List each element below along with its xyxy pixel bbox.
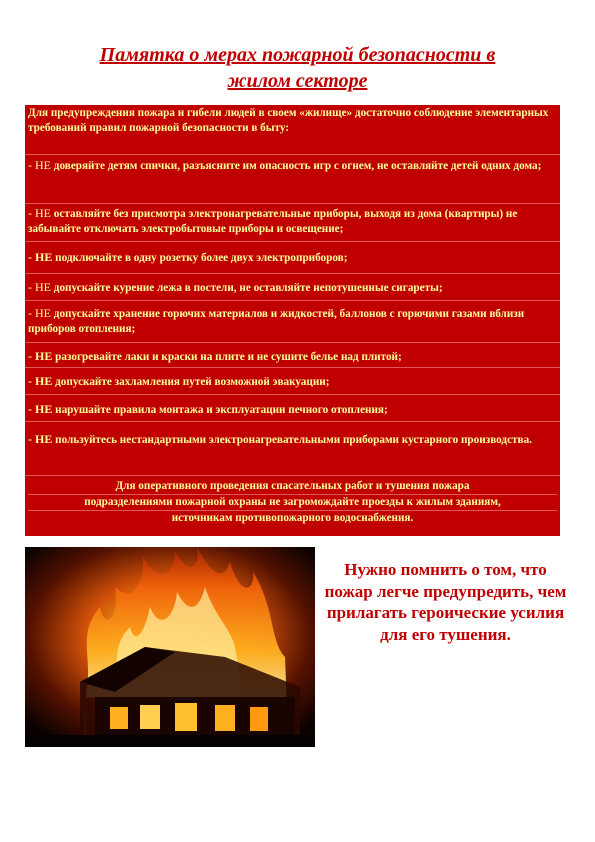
rule-item bbox=[25, 276, 560, 301]
rule-item bbox=[25, 205, 560, 242]
rule-prefix: - НЕ bbox=[28, 280, 51, 294]
rule-prefix: - НЕ bbox=[28, 374, 53, 388]
safety-rules-panel bbox=[25, 105, 560, 536]
rule-prefix: - НЕ bbox=[28, 250, 53, 264]
rule-item bbox=[25, 397, 560, 422]
rule-text: допускайте курение лежа в постели, не оставляйте непотушенные сигареты; bbox=[51, 282, 443, 294]
footer-note bbox=[25, 478, 560, 534]
rule-item bbox=[25, 244, 560, 274]
rule-item bbox=[25, 345, 560, 368]
rule-item bbox=[25, 370, 560, 395]
rule-text: нарушайте правила монтажа и эксплуатации печного отопления; bbox=[52, 404, 388, 416]
page-title bbox=[30, 42, 565, 94]
rule-prefix: - НЕ bbox=[28, 402, 53, 416]
rule-text: оставляйте без присмотра электронагревательные приборы, выходя из дома (квартиры) не забывайте отключать электробытовые приборы и освещение; bbox=[28, 208, 518, 235]
rule-text: доверяйте детям спички, разъясните им опасность игр с огнем, не оставляйте детей одних дома; bbox=[51, 160, 542, 172]
rule-prefix: - НЕ bbox=[28, 206, 51, 220]
footer-line-1: Для оперативного проведения спасательных работ и тушения пожара bbox=[28, 479, 557, 495]
rule-text: разогревайте лаки и краски на плите и не сушите белье над плитой; bbox=[52, 351, 402, 363]
burning-house-photo bbox=[25, 547, 315, 747]
rule-prefix: - НЕ bbox=[28, 306, 51, 320]
rule-text: подключайте в одну розетку более двух электроприборов; bbox=[52, 252, 348, 264]
rule-text: пользуйтесь нестандартными электронагревательными приборами кустарного производства. bbox=[52, 434, 532, 446]
footer-line-3: источникам противопожарного водоснабжения. bbox=[171, 512, 414, 524]
rule-prefix: - НЕ bbox=[28, 432, 53, 446]
rule-item bbox=[25, 157, 560, 204]
closing-quote: Нужно помнить о том, что пожар легче предупредить, чем прилагать героические усилия для его тушения. bbox=[324, 560, 567, 644]
rule-item bbox=[25, 303, 560, 343]
title-line-1: Памятка о мерах пожарной безопасности в bbox=[99, 44, 496, 66]
rule-prefix: - НЕ bbox=[28, 349, 53, 363]
rule-text: допускайте захламления путей возможной эвакуации; bbox=[52, 376, 330, 388]
title-line-2: жилом секторе bbox=[227, 70, 368, 92]
rule-item bbox=[25, 424, 560, 476]
rule-text: допускайте хранение горючих материалов и жидкостей, баллонов с горючими газами вблизи приборов отопления; bbox=[28, 308, 525, 335]
intro-text: Для предупреждения пожара и гибели людей в своем «жилище» достаточно соблюдение элементарных требований правил пожарной безопасности в быту: bbox=[25, 105, 560, 155]
rule-prefix: - НЕ bbox=[28, 158, 51, 172]
footer-line-2: подразделениями пожарной охраны не загромождайте проезды к жилым зданиям, bbox=[28, 495, 557, 511]
